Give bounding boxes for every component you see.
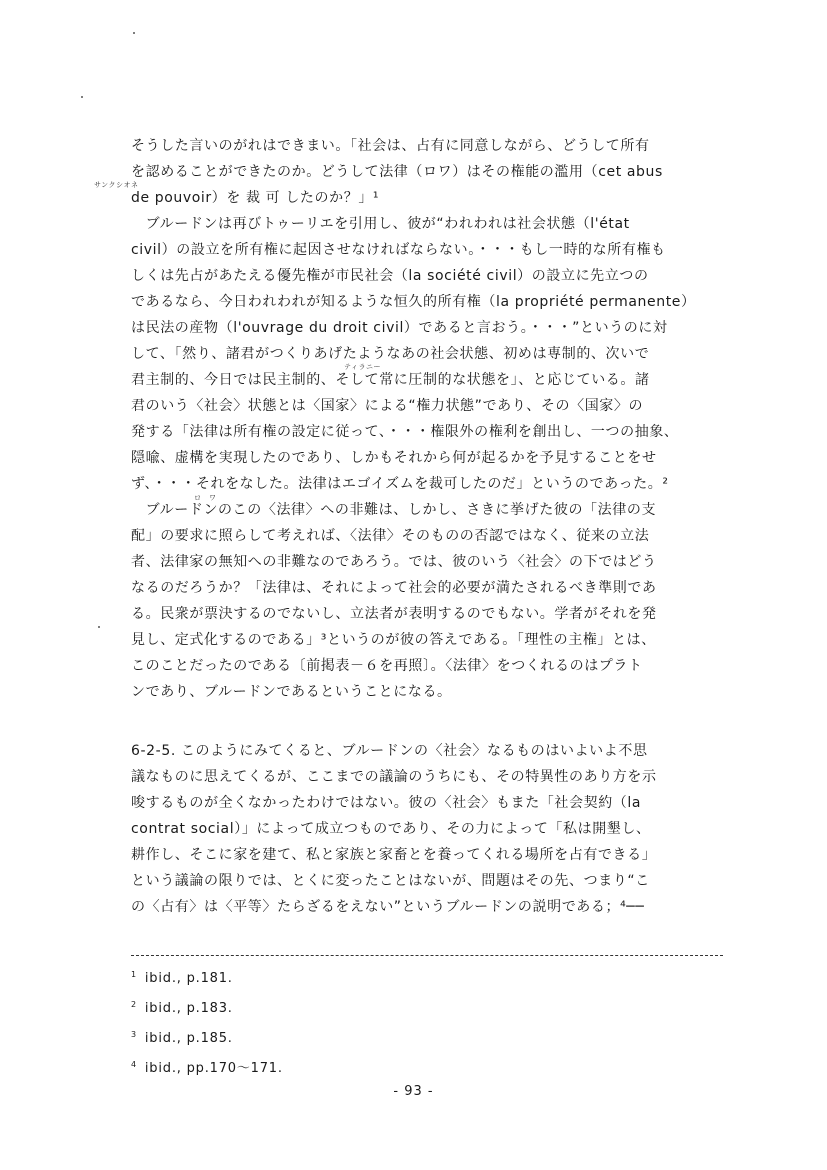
footnote-text: ibid., p.181. — [144, 971, 233, 986]
footnote-text: ibid., p.183. — [144, 1001, 233, 1016]
text-line: 6-2-5. このようにみてくると、ブルードンの〈社会〉なるものはいよいよ不思 — [131, 743, 648, 759]
text-line: ンであり、ブルードンであるということになる。 — [131, 684, 452, 700]
footnote-divider — [131, 955, 723, 956]
text-line: ず、・・・それをなした。法律はエゴイズムを裁可したのだ」というのであった。² — [131, 476, 669, 492]
footnote-text: ibid., pp.170～171. — [144, 1061, 283, 1076]
text-line: 配」の要求に照らして考えれば、〈法律〉そのものの否認ではなく、従来の立法 — [131, 528, 650, 544]
ruby-sanction: サンクシオネ — [94, 181, 139, 189]
text-line: しくは先占があたえる優先権が市民社会（la société civil）の設立に先立つの — [131, 268, 649, 284]
text-line: の〈占有〉は〈平等〉たらざるをえない”というブルードンの説明である；⁴── — [131, 899, 645, 915]
text-line: ブルードンは再びトゥーリエを引用し、彼が“われわれは社会状態（l'état — [131, 216, 630, 232]
text-line: civil）の設立を所有権に起因させなければならない。・・・もし一時的な所有権も — [131, 242, 666, 258]
footnote-item — [131, 1022, 283, 1052]
footnote-mark: 4 — [131, 1060, 137, 1069]
text-line: ブルードンのこの〈法律〉への非難は、しかし、さきに挙げた彼の「法律の支 — [131, 502, 657, 518]
text-line: このことだったのである〔前掲表－６を再照〕。〈法律〉をつくれるのはプラト — [131, 658, 643, 674]
footnote-mark: 3 — [131, 1030, 137, 1039]
body-paragraph-1 — [131, 133, 731, 705]
text-line: 耕作し、そこに家を建て、私と家族と家畜とを養ってくれる場所を占有できる」 — [131, 847, 657, 863]
text-line: なるのだろうか？「法律は、それによって社会的必要が満たされるべき準則であ — [131, 580, 657, 596]
ruby-loi: ロ ワ — [194, 494, 217, 502]
text-line: であるなら、今日われわれが知るような恒久的所有権（la propriété permanente） — [131, 294, 696, 310]
text-line: 見し、定式化するのである」³というのが彼の答えである。「理性の主権」とは、 — [131, 632, 656, 648]
page-number: - 93 - — [393, 1084, 434, 1099]
text-line: 隠喩、虚構を実現したのであり、しかもそれから何が起るかを予見することをせ — [131, 450, 657, 466]
text-line: そうした言いのがれはできまい。「社会は、占有に同意しながら、どうして所有 — [131, 138, 650, 154]
text-line: は民法の産物（l'ouvrage du droit civil）であると言おう。・・・”というのに対 — [131, 320, 668, 336]
text-line: contrat social）」によって成立つものであり、その力によって「私は開墾し、 — [131, 821, 651, 837]
scan-speck — [81, 96, 83, 98]
text-line: 唆するものが全くなかったわけではない。彼の〈社会〉もまた「社会契約（la — [131, 795, 642, 811]
text-line: 発する「法律は所有権の設定に従って、・・・権限外の権利を創出し、一つの抽象、 — [131, 424, 679, 440]
text-line: 君主制的、今日では民主制的、そして常に圧制的な状態を」、と応じている。諸 — [131, 372, 650, 388]
text-line: を認めることができたのか。どうして法律（ロワ）はその権能の濫用（cet abus — [131, 164, 663, 180]
text-line: 議なものに思えてくるが、ここまでの議論のうちにも、その特異性のあり方を示 — [131, 769, 657, 785]
scan-speck — [133, 32, 135, 34]
text-line: る。民衆が票決するのでないし、立法者が表明するのでもない。学者がそれを発 — [131, 606, 657, 622]
footnote-item — [131, 992, 283, 1022]
footnote-mark: 2 — [131, 1000, 137, 1009]
ruby-tyranny: ティラニー — [344, 363, 381, 371]
footnote-mark: 1 — [131, 970, 137, 979]
text-line: de pouvoir）を 裁 可 したのか？」¹ — [131, 190, 380, 206]
text-line: 君のいう〈社会〉状態とは〈国家〉による“権力状態”であり、その〈国家〉の — [131, 398, 644, 414]
footnotes — [131, 962, 283, 1082]
footnote-item — [131, 1052, 283, 1082]
body-paragraph-2 — [131, 738, 731, 920]
text-line: して、「然り、諸君がつくりあげたようなあの社会状態、初めは専制的、次いで — [131, 346, 650, 362]
text-line: 者、法律家の無知への非難なのであろう。では、彼のいう〈社会〉の下ではどう — [131, 554, 657, 570]
scan-speck — [98, 626, 100, 628]
footnote-item — [131, 962, 283, 992]
text-line: という議論の限りでは、とくに変ったことはないが、問題はその先、つまり“こ — [131, 873, 650, 889]
footnote-text: ibid., p.185. — [144, 1031, 233, 1046]
